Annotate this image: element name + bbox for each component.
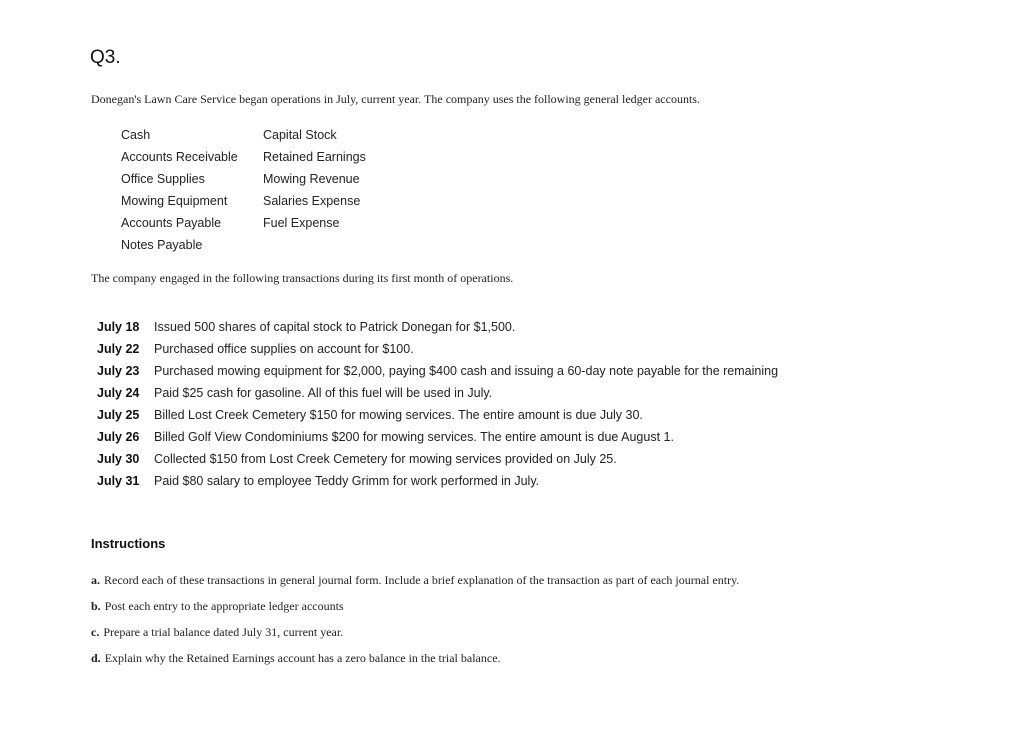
account-empty-cell <box>263 234 423 256</box>
instruction-letter: a. <box>91 573 100 587</box>
instructions-list <box>91 570 739 674</box>
transaction-description: Billed Golf View Condominiums $200 for mowing services. The entire amount is due August 1. <box>154 430 674 444</box>
account-item: Capital Stock <box>263 128 337 142</box>
transaction-date: July 31 <box>97 474 140 488</box>
instruction-item <box>91 622 739 648</box>
transaction-description: Issued 500 shares of capital stock to Patrick Donegan for $1,500. <box>154 320 516 334</box>
question-title: Q3. <box>90 47 121 68</box>
account-item: Notes Payable <box>121 238 203 252</box>
transaction-date: July 26 <box>97 430 140 444</box>
transaction-row <box>97 404 778 426</box>
transaction-row <box>97 426 778 448</box>
account-item: Accounts Receivable <box>121 150 238 164</box>
transaction-description: Purchased mowing equipment for $2,000, paying $400 cash and issuing a 60-day note payable for the remaining <box>154 364 779 378</box>
account-item: Mowing Revenue <box>263 172 360 186</box>
instruction-text: Prepare a trial balance dated July 31, current year. <box>103 625 344 639</box>
transaction-date: July 30 <box>97 452 140 466</box>
account-item: Retained Earnings <box>263 150 366 164</box>
instruction-letter: d. <box>91 651 101 665</box>
transaction-description: Paid $25 cash for gasoline. All of this fuel will be used in July. <box>154 386 493 400</box>
account-item: Mowing Equipment <box>121 194 228 208</box>
account-item: Fuel Expense <box>263 216 340 230</box>
ledger-accounts-list <box>121 124 423 256</box>
instruction-letter: c. <box>91 625 100 639</box>
transaction-date: July 25 <box>97 408 140 422</box>
transaction-description: Collected $150 from Lost Creek Cemetery for mowing services provided on July 25. <box>154 452 617 466</box>
transaction-description: Paid $80 salary to employee Teddy Grimm for work performed in July. <box>154 474 540 488</box>
transaction-row <box>97 382 778 404</box>
transaction-row <box>97 316 778 338</box>
instructions-heading: Instructions <box>91 536 166 551</box>
question-intro: Donegan's Lawn Care Service began operations in July, current year. The company uses the following general ledger accounts. <box>91 92 700 106</box>
instruction-item <box>91 596 739 622</box>
transactions-list <box>97 316 778 492</box>
transaction-date: July 23 <box>97 364 140 378</box>
account-item: Accounts Payable <box>121 216 222 230</box>
transaction-row <box>97 470 778 492</box>
transactions-intro: The company engaged in the following transactions during its first month of operations. <box>91 271 514 285</box>
instruction-letter: b. <box>91 599 101 613</box>
transaction-date: July 18 <box>97 320 140 334</box>
instruction-item <box>91 570 739 596</box>
transaction-description: Purchased office supplies on account for $100. <box>154 342 414 356</box>
instruction-item <box>91 648 739 674</box>
account-item: Salaries Expense <box>263 194 361 208</box>
account-item: Cash <box>121 128 151 142</box>
transaction-row <box>97 338 778 360</box>
transaction-description: Billed Lost Creek Cemetery $150 for mowing services. The entire amount is due July 30. <box>154 408 643 422</box>
account-item: Office Supplies <box>121 172 205 186</box>
transaction-date: July 24 <box>97 386 140 400</box>
instruction-text: Record each of these transactions in general journal form. Include a brief explanation of the transaction as part of each journal entry. <box>104 573 740 587</box>
instruction-text: Explain why the Retained Earnings account has a zero balance in the trial balance. <box>104 651 501 665</box>
instruction-text: Post each entry to the appropriate ledger accounts <box>104 599 344 613</box>
transaction-date: July 22 <box>97 342 140 356</box>
transaction-row <box>97 360 778 382</box>
transaction-row <box>97 448 778 470</box>
